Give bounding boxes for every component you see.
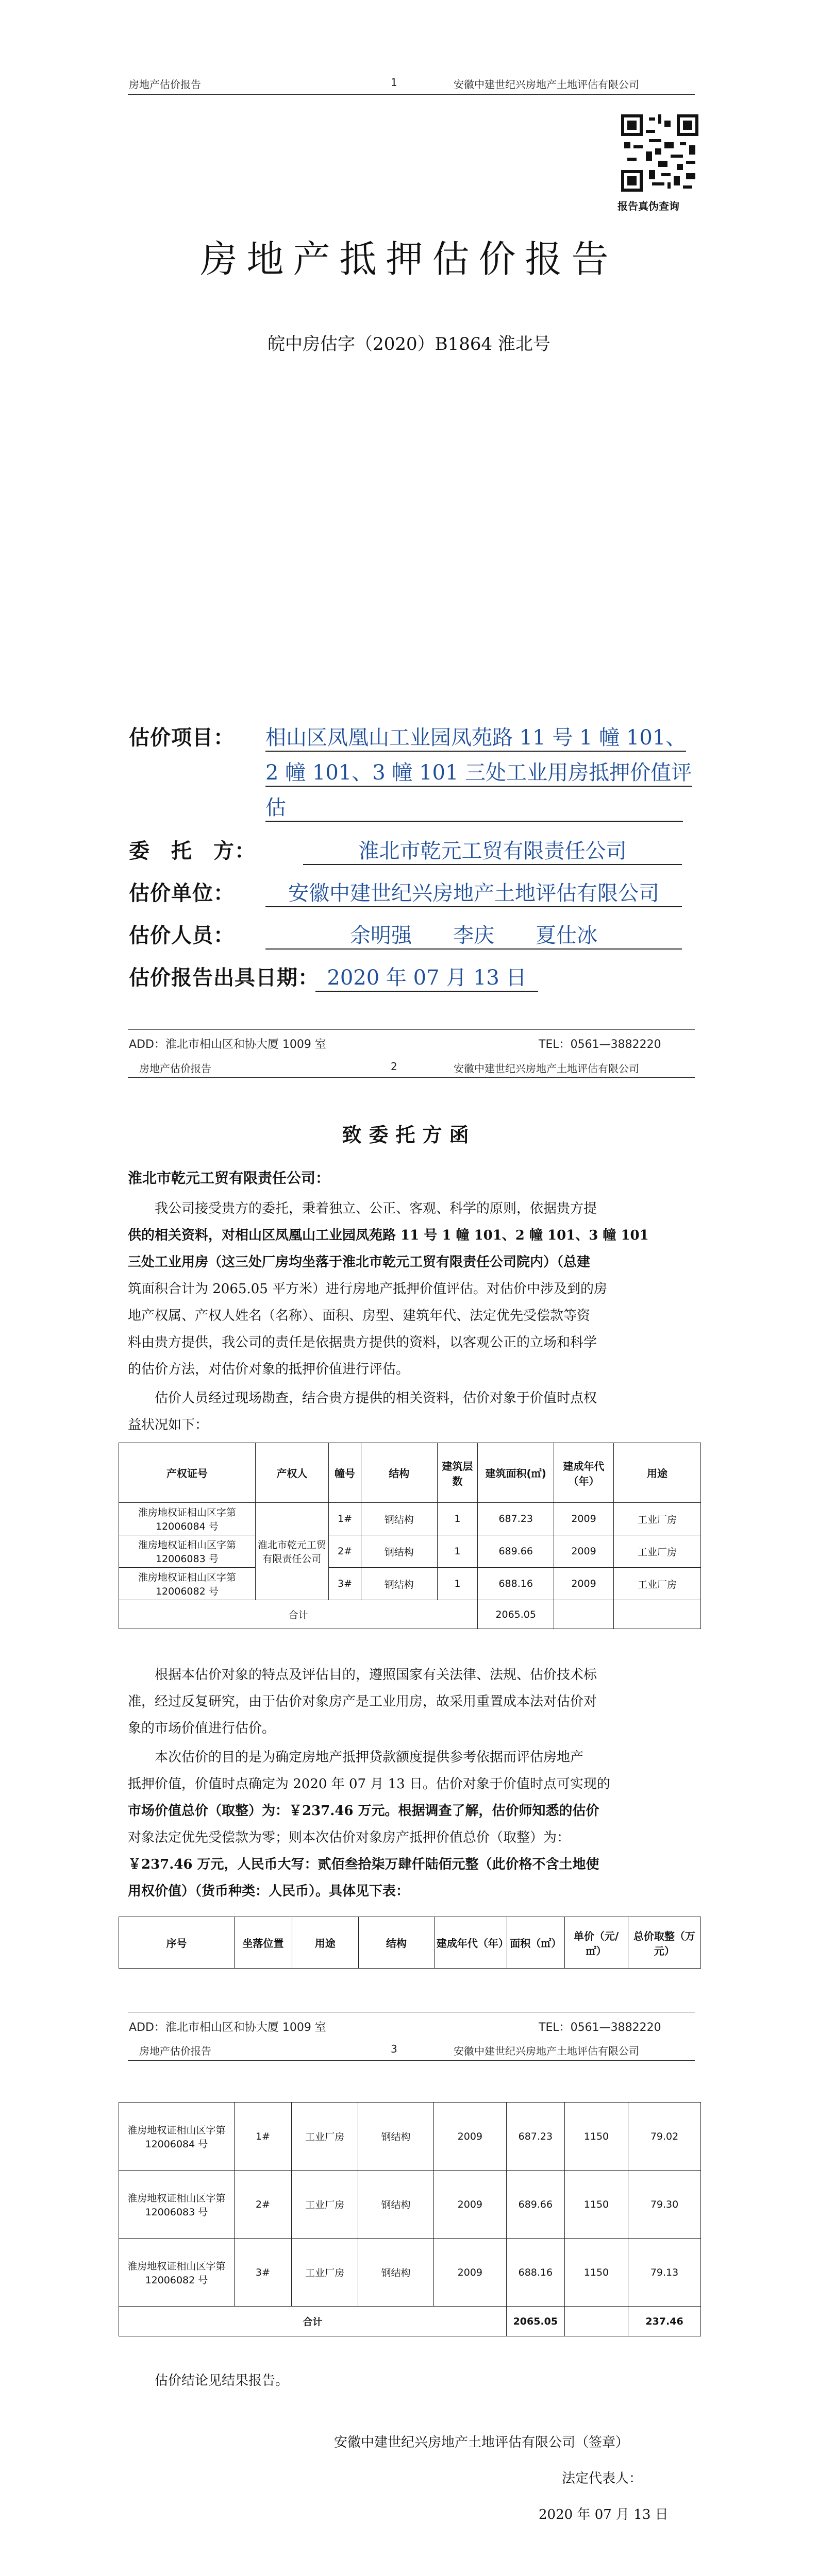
bldg-cell: 2# xyxy=(329,1535,361,1568)
table-row xyxy=(119,2103,701,2171)
use-cell: 工业厂房 xyxy=(613,1535,700,1568)
cert-cell: 淮房地权证相山区字第 12006084 号 xyxy=(119,1503,256,1535)
cert-cell: 淮房地权证相山区字第 12006082 号 xyxy=(119,2239,235,2307)
header-page-number: 2 xyxy=(391,1060,397,1073)
cert-cell: 淮房地权证相山区字第 12006082 号 xyxy=(119,1568,256,1600)
floors-cell: 1 xyxy=(437,1503,478,1535)
use-cell: 工业厂房 xyxy=(613,1568,700,1600)
footer-tel: TEL：0561—3882220 xyxy=(539,2021,661,2034)
text-line: 抵押价值，价值时点确定为 2020 年 07 月 13 日。估价对象于价值时点可实现的 xyxy=(128,1776,610,1792)
signature-company: 安徽中建世纪兴房地产土地评估有限公司（签章） xyxy=(334,2435,629,2450)
area-cell: 689.66 xyxy=(506,2171,564,2239)
text-line: 对象法定优先受偿款为零；则本次估价对象房产抵押价值总价（取整）为： xyxy=(128,1830,571,1845)
total-area-cell: 2065.05 xyxy=(506,2307,564,2336)
report-title: 房地产抵押估价报告 xyxy=(200,238,618,281)
header-rule xyxy=(128,1077,695,1078)
text-line: 三处工业用房（这三处厂房均坐落于淮北市乾元工贸有限责任公司院内）（总建 xyxy=(128,1255,591,1270)
cert-cell: 淮房地权证相山区字第 12006083 号 xyxy=(119,1535,256,1568)
bldg-cell: 1# xyxy=(234,2103,291,2171)
date-label: 估价报告出具日期： xyxy=(129,965,319,990)
struct-cell: 钢结构 xyxy=(361,1568,437,1600)
letter-paragraph-2 xyxy=(128,1385,695,1438)
year-cell: 2009 xyxy=(554,1568,614,1600)
text-line: 估价人员经过现场勘查，结合贵方提供的相关资料，估价对象于价值时点权 xyxy=(155,1391,597,1406)
text-line: 用权价值）（货币种类：人民币）。具体见下表： xyxy=(128,1884,410,1899)
letter-closing: 估价结论见结果报告。 xyxy=(155,2373,289,2388)
text-line: 我公司接受贵方的委托，秉着独立、公正、客观、科学的原则，依据贵方提 xyxy=(155,1201,597,1216)
area-cell: 687.23 xyxy=(506,2103,564,2171)
signature-representative: 法定代表人： xyxy=(562,2471,643,2486)
bldg-cell: 3# xyxy=(329,1568,361,1600)
header-right: 安徽中建世纪兴房地产土地评估有限公司 xyxy=(454,78,639,91)
report-number: 皖中房估字（2020）B1864 淮北号 xyxy=(268,334,550,354)
year-cell: 2009 xyxy=(433,2103,506,2171)
footer-address: ADD：淮北市相山区和协大厦 1009 室 xyxy=(129,2021,326,2034)
use-cell: 工业厂房 xyxy=(613,1503,700,1535)
bldg-cell: 1# xyxy=(329,1503,361,1535)
text-line: 益状况如下： xyxy=(128,1417,209,1433)
use-cell: 工业厂房 xyxy=(292,2171,358,2239)
persons-label: 估价人员： xyxy=(129,923,235,947)
use-cell: 工业厂房 xyxy=(292,2239,358,2307)
price-cell: 1150 xyxy=(564,2171,628,2239)
table-total-row xyxy=(119,2307,701,2336)
bldg-cell: 2# xyxy=(234,2171,291,2239)
table-header: 用途 xyxy=(292,1917,358,1969)
text-line: 料由贵方提供，我公司的责任是依据贵方提供的资料，以客观公正的立场和科学 xyxy=(128,1335,597,1350)
year-cell: 2009 xyxy=(433,2239,506,2307)
area-cell: 689.66 xyxy=(478,1535,554,1568)
table-total-row xyxy=(119,1600,701,1629)
struct-cell: 钢结构 xyxy=(361,1535,437,1568)
table-header: 坐落位置 xyxy=(235,1917,292,1969)
table-header: 幢号 xyxy=(329,1443,361,1503)
year-cell: 2009 xyxy=(554,1503,614,1535)
appraiser-value: 安徽中建世纪兴房地产土地评估有限公司 xyxy=(265,877,682,907)
text-line: 根据本估价对象的特点及评估目的，遵照国家有关法律、法规、估价技术标 xyxy=(155,1667,597,1683)
table-header: 用途 xyxy=(613,1443,700,1503)
table-header: 建成年代（年） xyxy=(434,1917,507,1969)
header-left: 房地产估价报告 xyxy=(129,78,201,91)
text-line: ￥237.46 万元，人民币大写：贰佰叁拾柒万肆仟陆佰元整（此价格不含土地使 xyxy=(128,1857,599,1872)
project-line-1: 相山区凤凰山工业园凤苑路 11 号 1 幢 101、 xyxy=(265,721,686,752)
empty-cell xyxy=(613,1600,700,1629)
header-left: 房地产估价报告 xyxy=(139,2045,211,2057)
letter-paragraph-1 xyxy=(128,1195,695,1383)
area-cell: 688.16 xyxy=(478,1568,554,1600)
text-line: 市场价值总价（取整）为：￥237.46 万元。根据调查了解，估价师知悉的估价 xyxy=(128,1803,599,1819)
table-header-row xyxy=(119,1443,701,1503)
text-line: 准，经过反复研究，由于估价对象房产是工业用房，故采用重置成本法对估价对 xyxy=(128,1694,597,1709)
table-header: 建筑面积(㎡) xyxy=(478,1443,554,1503)
struct-cell: 钢结构 xyxy=(358,2171,434,2239)
project-line-2: 2 幢 101、3 幢 101 三处工业用房抵押价值评 xyxy=(265,756,692,787)
letter-title: 致委托方函 xyxy=(342,1124,476,1146)
text-line: 供的相关资料，对相山区凤凰山工业园凤苑路 11 号 1 幢 101、2 幢 101、3 幢 101 xyxy=(128,1228,649,1243)
table-header: 产权人 xyxy=(255,1443,328,1503)
letter-paragraph-4 xyxy=(128,1744,695,1905)
area-cell: 687.23 xyxy=(478,1503,554,1535)
year-cell: 2009 xyxy=(554,1535,614,1568)
table-row xyxy=(119,1535,701,1568)
table-row xyxy=(119,2239,701,2307)
use-cell: 工业厂房 xyxy=(292,2103,358,2171)
footer-rule xyxy=(128,1029,695,1030)
struct-cell: 钢结构 xyxy=(358,2103,434,2171)
total-label-cell: 合计 xyxy=(119,2307,507,2336)
letter-paragraph-3 xyxy=(128,1662,695,1742)
header-left: 房地产估价报告 xyxy=(139,1062,211,1075)
total-cell: 79.30 xyxy=(628,2171,701,2239)
empty-cell xyxy=(564,2307,628,2336)
client-label: 委 托 方： xyxy=(129,839,256,863)
table-header: 建筑层数 xyxy=(437,1443,478,1503)
text-line: 本次估价的目的是为确定房地产抵押贷款额度提供参考依据而评估房地产 xyxy=(155,1750,584,1765)
price-cell: 1150 xyxy=(564,2239,628,2307)
text-line: 象的市场价值进行估价。 xyxy=(128,1721,276,1736)
signature-date: 2020 年 07 月 13 日 xyxy=(539,2507,669,2522)
table-row xyxy=(119,1503,701,1535)
cert-cell: 淮房地权证相山区字第 12006083 号 xyxy=(119,2171,235,2239)
project-line-3: 估 xyxy=(265,791,683,822)
qr-caption: 报告真伪查询 xyxy=(617,200,679,212)
floors-cell: 1 xyxy=(437,1535,478,1568)
table-header: 面积（㎡） xyxy=(507,1917,564,1969)
header-right: 安徽中建世纪兴房地产土地评估有限公司 xyxy=(454,2045,639,2057)
table-header: 结构 xyxy=(358,1917,434,1969)
text-line: 的估价方法，对估价对象的抵押价值进行评估。 xyxy=(128,1362,410,1377)
text-line: 筑面积合计为 2065.05 平方米）进行房地产抵押价值评估。对估价中涉及到的房 xyxy=(128,1281,608,1297)
valuation-table-header xyxy=(119,1917,701,1969)
client-value: 淮北市乾元工贸有限责任公司 xyxy=(303,835,682,865)
area-cell: 688.16 xyxy=(506,2239,564,2307)
persons-value: 余明强 李庆 夏仕冰 xyxy=(265,919,682,950)
text-line: 地产权属、产权人姓名（名称）、面积、房型、建筑年代、法定优先受偿款等资 xyxy=(128,1308,591,1324)
header-page-number: 3 xyxy=(391,2043,397,2055)
table-header: 序号 xyxy=(119,1917,235,1969)
bldg-cell: 3# xyxy=(234,2239,291,2307)
cert-cell: 淮房地权证相山区字第 12006084 号 xyxy=(119,2103,235,2171)
table-header: 单价（元/㎡） xyxy=(564,1917,628,1969)
total-area-cell: 2065.05 xyxy=(478,1600,554,1629)
date-value: 2020 年 07 月 13 日 xyxy=(315,961,538,992)
struct-cell: 钢结构 xyxy=(358,2239,434,2307)
table-header: 总价取整（万元） xyxy=(628,1917,700,1969)
appraiser-label: 估价单位： xyxy=(129,881,235,905)
header-page-number: 1 xyxy=(391,76,397,89)
table-header: 建成年代（年） xyxy=(554,1443,614,1503)
table-header: 结构 xyxy=(361,1443,437,1503)
letter-salutation: 淮北市乾元工贸有限责任公司： xyxy=(128,1170,330,1187)
table-header-row xyxy=(119,1917,701,1969)
footer-address: ADD：淮北市相山区和协大厦 1009 室 xyxy=(129,1038,326,1051)
floors-cell: 1 xyxy=(437,1568,478,1600)
total-cell: 79.02 xyxy=(628,2103,701,2171)
rights-table xyxy=(119,1443,701,1629)
empty-cell xyxy=(554,1600,614,1629)
project-label: 估价项目： xyxy=(129,725,235,750)
year-cell: 2009 xyxy=(433,2171,506,2239)
total-label-cell: 合计 xyxy=(119,1600,478,1629)
total-cell: 79.13 xyxy=(628,2239,701,2307)
header-rule xyxy=(128,94,695,95)
total-value-cell: 237.46 xyxy=(628,2307,701,2336)
price-cell: 1150 xyxy=(564,2103,628,2171)
struct-cell: 钢结构 xyxy=(361,1503,437,1535)
table-header: 产权证号 xyxy=(119,1443,256,1503)
table-row xyxy=(119,2171,701,2239)
header-right: 安徽中建世纪兴房地产土地评估有限公司 xyxy=(454,1062,639,1075)
valuation-table xyxy=(119,2102,701,2336)
table-row xyxy=(119,1568,701,1600)
footer-tel: TEL：0561—3882220 xyxy=(539,1038,661,1051)
owner-cell: 淮北市乾元工贸有限责任公司 xyxy=(255,1503,328,1600)
header-rule xyxy=(128,2060,695,2061)
qr-code-icon[interactable] xyxy=(621,114,698,192)
